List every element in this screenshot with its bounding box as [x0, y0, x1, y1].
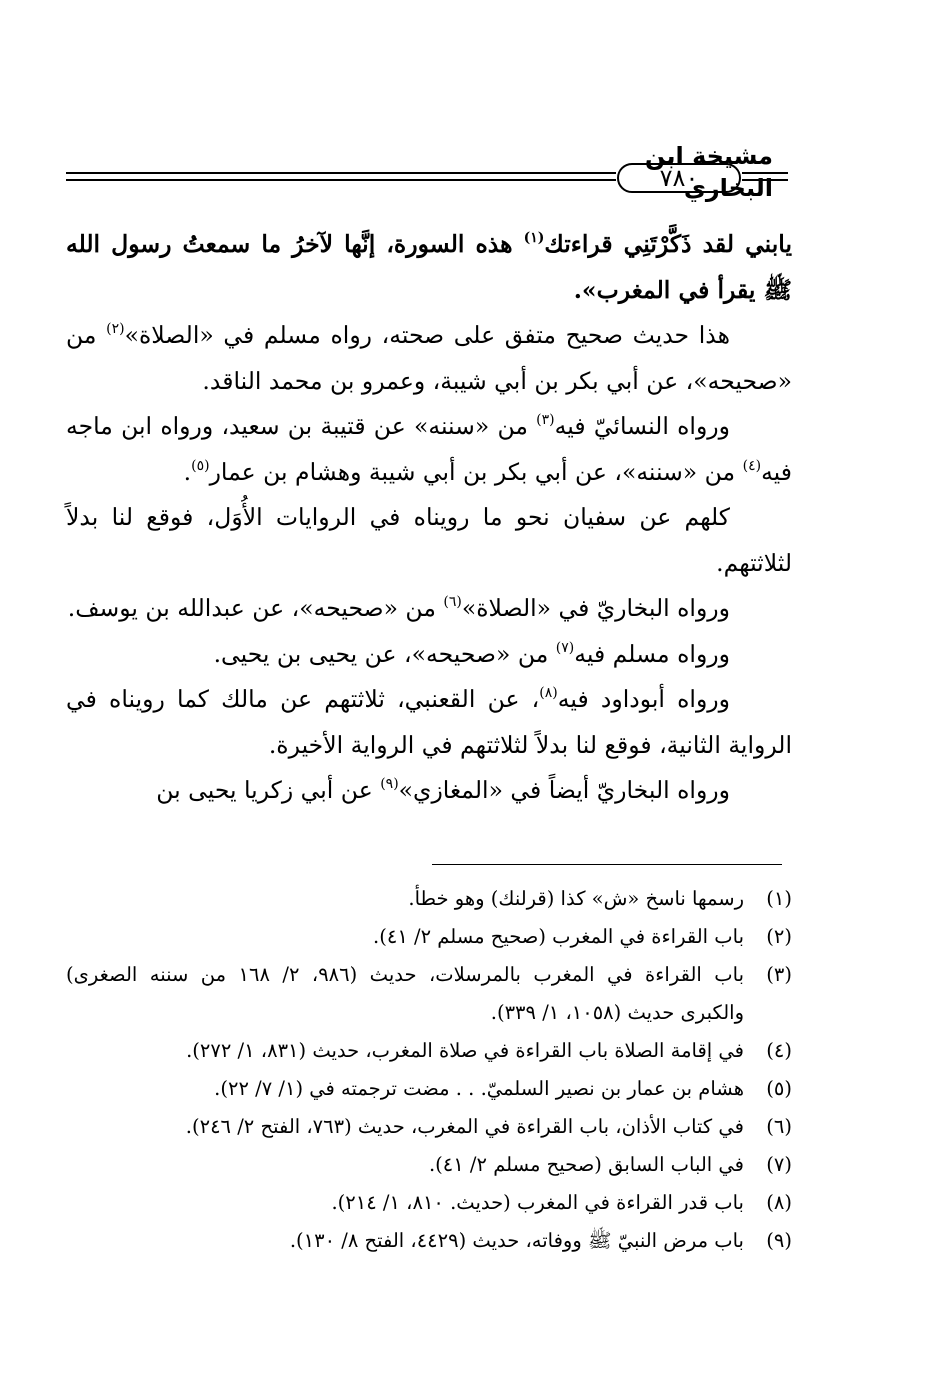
footnote-number: (٢) — [766, 925, 792, 948]
header-rule-left-top — [66, 172, 616, 174]
footnote-number: (٥) — [766, 1077, 792, 1100]
footnote-text: باب قدر القراءة في المغرب (حديث. ٨١٠، ١/ ٢١٤). — [331, 1191, 744, 1214]
paragraph-5-part-b: من «صحيحه»، عن عبدالله بن يوسف. — [67, 594, 444, 622]
footnote-ref-3: (٣) — [536, 412, 555, 428]
footnote-number: (٩) — [766, 1229, 792, 1252]
footnote-number: (٧) — [766, 1153, 792, 1176]
paragraph-6-part-b: من «صحيحه»، عن يحيى بن يحيى. — [213, 639, 556, 668]
footnote-ref-2: (٢) — [106, 321, 125, 337]
footnote-ref-1: (١) — [523, 230, 545, 246]
paragraph-3-part-a: ورواه النسائيّ فيه — [554, 412, 730, 440]
footnote-text: في إقامة الصلاة باب القراءة في صلاة المغرب، حديث (٨٣١، ١/ ٢٧٢). — [186, 1039, 744, 1062]
footnote-number: (٦) — [766, 1115, 792, 1138]
footnote-item — [66, 880, 792, 918]
main-text — [66, 222, 792, 814]
footnote-ref-4: (٤) — [742, 457, 762, 474]
footnote-text: هشام بن عمار بن نصير السلميّ. . . مضت ترجمته في (١/ ٧/ ٢٢). — [214, 1077, 744, 1100]
footnote-ref-9: (٩) — [380, 776, 399, 792]
paragraph-4: كلهم عن سفيان نحو ما رويناه في الروايات الأُوَل، فوقع لنا بدلاً لثلاثتهم. — [66, 503, 792, 577]
footnote-item — [66, 1184, 792, 1222]
footnote-ref-5: (٥) — [191, 457, 210, 474]
footnote-text: رسمها ناسخ «ش» كذا (قرلنك) وهو خطأ. — [408, 887, 744, 910]
paragraph-3-part-c: من «سننه»، عن أبي بكر بن أبي شيبة وهشام بن عمار — [209, 457, 743, 486]
paragraph-5 — [66, 586, 792, 632]
footnote-number: (٨) — [766, 1191, 792, 1214]
header-rule-right-bottom — [742, 179, 788, 181]
paragraph-8-part-a: ورواه البخاريّ أيضاً في «المغازي» — [398, 776, 730, 804]
paragraph-1-part-b: هذه السورة، إنَّها لآخرُ ما سمعتُ رسول الله ﷺ يقرأ في المغرب». — [66, 230, 792, 304]
paragraph-1-part-a: يابني لقد ذَكَّرْتَنِي قراءتك — [544, 230, 793, 258]
footnote-text: باب القراءة في المغرب بالمرسلات، حديث (٩٨٦، ٢/ ١٦٨ من سننه الصغرى) والكبرى حديث (١٠٥٨، ١/ ٣٣٩). — [66, 963, 744, 1024]
paragraph-6 — [66, 632, 792, 678]
footnote-number: (٣) — [766, 963, 792, 986]
paragraph-7-part-a: ورواه أبوداود فيه — [557, 685, 730, 713]
paragraph-8 — [66, 768, 792, 814]
footnotes — [66, 880, 792, 1260]
footnote-item — [66, 1032, 792, 1070]
paragraph-2-part-a: هذا حديث صحيح متفق على صحته، رواه مسلم في «الصلاة» — [124, 321, 730, 349]
footnote-item — [66, 1222, 792, 1260]
footnote-text: في الباب السابق (صحيح مسلم ٢/ ٤١). — [428, 1153, 744, 1176]
paragraph-3 — [66, 404, 792, 495]
paragraph-7-part-b: ، عن القعنبي، ثلاثتهم عن مالك كما رويناه في الرواية الثانية، فوقع لنا بدلاً لثلاثتهم في الرواية الأخيرة. — [66, 685, 792, 759]
paragraph-8-part-b: عن أبي زكريا يحيى بن — [156, 776, 381, 804]
footnote-text: باب القراءة في المغرب (صحيح مسلم ٢/ ٤١). — [373, 925, 744, 948]
paragraph-5-part-a: ورواه البخاريّ في «الصلاة» — [461, 594, 730, 622]
paragraph-6-part-a: ورواه مسلم فيه — [574, 639, 730, 668]
paragraph-3-part-b: من «سننه» عن قتيبة بن سعيد، ورواه ابن ماجه فيه — [66, 412, 792, 486]
footnote-item — [66, 1070, 792, 1108]
header-rule-left-bottom — [66, 179, 616, 181]
paragraph-1 — [66, 222, 792, 313]
footnote-item — [66, 918, 792, 956]
footnote-text: في كتاب الأذان، باب القراءة في المغرب، حديث (٧٦٣، الفتح ٢/ ٢٤٦). — [185, 1115, 744, 1138]
footnote-ref-6: (٦) — [443, 594, 462, 610]
footnote-text: باب مرض النبيّ ﷺ ووفاته، حديث (٤٤٢٩، الفتح ٨/ ١٣٠). — [289, 1229, 744, 1252]
footnote-number: (٤) — [766, 1039, 792, 1062]
footnote-item — [66, 1146, 792, 1184]
footnote-ref-7: (٧) — [555, 639, 575, 656]
footnote-item — [66, 1108, 792, 1146]
paragraph-2 — [66, 313, 792, 404]
footnote-ref-8: (٨) — [539, 685, 558, 701]
paragraph-2-part-b: من «صحيحه»، عن أبي بكر بن أبي شيبة، وعمرو بن محمد الناقد. — [66, 321, 792, 395]
running-header-title: مشيخة ابن البخاري — [644, 142, 773, 202]
footnote-item — [66, 956, 792, 1032]
paragraph-3-part-d: . — [183, 457, 192, 486]
footnote-separator — [432, 864, 782, 865]
header-rule-right-top — [742, 172, 788, 174]
page-number: ٧٨٠ — [617, 163, 741, 193]
paragraph-7 — [66, 677, 792, 768]
footnote-number: (١) — [766, 887, 792, 910]
